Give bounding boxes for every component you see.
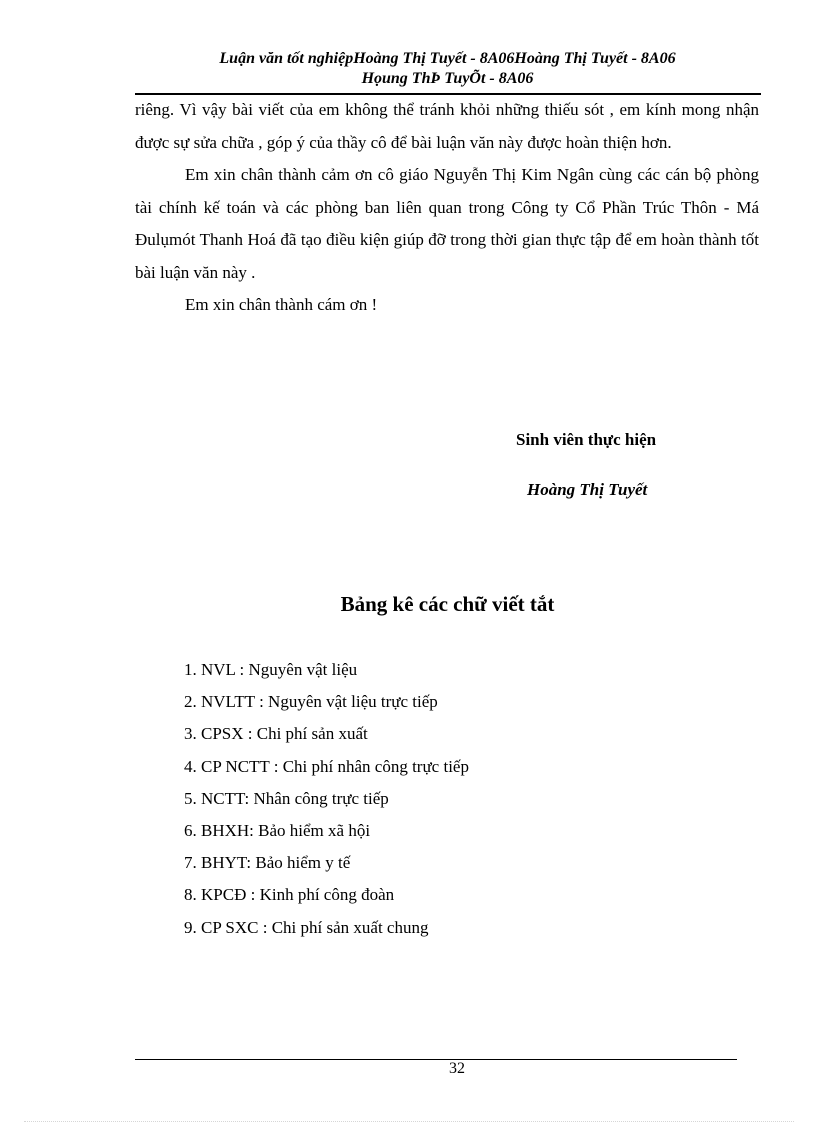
body-text [135, 94, 759, 322]
abbreviation-item: 5. NCTT: Nhân công trực tiếp [184, 788, 389, 808]
abbreviation-item: 1. NVL : Nguyên vật liệu [184, 660, 358, 679]
abbreviation-item: 8. KPCĐ : Kinh phí công đoàn [184, 885, 395, 905]
abbreviations-title: Bảng kê các chữ viết tắt [340, 592, 555, 616]
footer-divider [135, 1059, 737, 1060]
page-header [135, 49, 760, 89]
abbreviation-item: 9. CP SXC : Chi phí sản xuất chung [184, 917, 429, 937]
page-bottom-edge [24, 1121, 794, 1122]
abbreviation-item: 6. BHXH: Bảo hiểm xã hội [184, 820, 371, 840]
abbreviation-item: 3. CPSX : Chi phí sản xuất [184, 724, 368, 744]
abbreviation-item: 4. CP NCTT : Chi phí nhân công trực tiếp [184, 756, 469, 776]
abbreviation-item: 2. NVLTT : Nguyên vật liệu trực tiếp [184, 692, 438, 712]
paragraph-continuation: riêng. Vì vậy bài viết của em không thể tránh khỏi những thiếu sót , em kính mong nhận được sự sửa chữa , góp ý của thầy cô để bài luận văn này được hoàn thiện hơn. [135, 100, 759, 152]
signature-role: Sinh viên thực hiện [516, 430, 657, 449]
signature-block [516, 428, 736, 502]
abbreviation-item: 7. BHYT: Bảo hiểm y tế [184, 853, 351, 873]
header-title-line-2: Họung ThÞ TuyÕt - 8A06 [361, 70, 534, 87]
page-number: 32 [449, 1060, 465, 1077]
abbreviations-list [184, 658, 684, 948]
paragraph-thanks: Em xin chân thành cám ơn ! [185, 295, 378, 314]
paragraph-acknowledgement: Em xin chân thành cảm ơn cô giáo Nguyễn Thị Kim Ngân cùng các cán bộ phòng tài chính kế toán và các phòng ban liên quan trong Công ty Cổ Phần Trúc Thôn - Má Đulụmót Thanh Hoá đã tạo điều kiện giúp đỡ trong thời gian thực tập để em hoàn thành tốt bài luận văn này . [135, 165, 759, 282]
header-title-line-1: Luận văn tốt nghiệpHoàng Thị Tuyết - 8A06Hoàng Thị Tuyết - 8A06 [219, 50, 676, 67]
signature-name: Hoàng Thị Tuyết [527, 480, 648, 499]
